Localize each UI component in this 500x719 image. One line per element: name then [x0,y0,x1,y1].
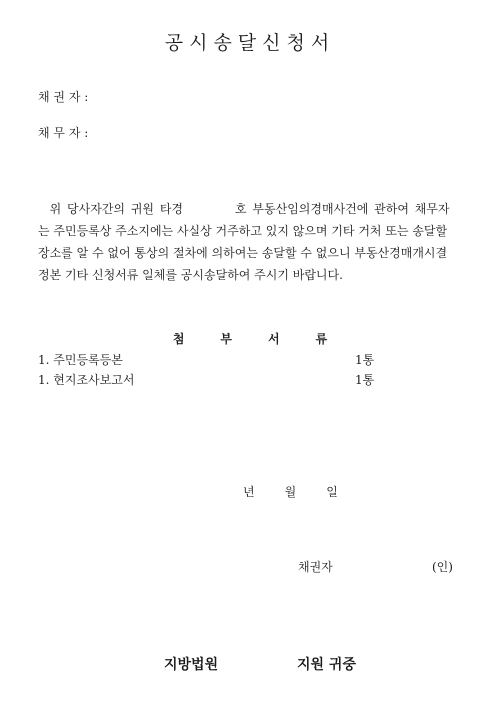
request-body [38,198,462,286]
attachments-heading [0,330,500,347]
date-year-label: 년 [243,485,255,499]
date-day-label: 일 [326,485,338,499]
attachments-heading-char-1: 첨 [172,332,185,346]
signature-label: 채권자 [298,560,333,574]
attachment-item-name: 1. 현지조사보고서 [38,373,135,387]
date-line [243,483,368,500]
body-line-3: 장소를 알 수 없어 통상의 절차에 의하여는 송달할 수 없으니 부동산경매개시결 [38,246,448,260]
seal-mark: (인) [432,560,453,574]
attachment-item-count: 1통 [355,353,375,367]
body-line-4: 정본 기타 신청서류 일체를 공시송달하여 주시기 바랍니다. [38,268,343,282]
attachment-item-name: 1. 주민등록등본 [38,353,123,367]
attachments-heading-char-4: 류 [315,332,328,346]
court-name: 지방법원 [164,657,219,673]
attachment-item-count: 1통 [355,373,375,387]
body-line-1-part-a: 위 당사자간의 귀원 타경 [49,202,184,216]
creditor-label: 채 권 자 : [38,90,89,104]
court-branch: 지원 귀중 [297,657,356,673]
date-month-label: 월 [284,485,297,499]
attachments-heading-char-3: 서 [268,332,280,346]
body-line-1 [38,198,462,220]
debtor-label: 채 무 자 : [38,126,89,140]
body-line-2: 는 주민등록상 주소지에는 사실상 거주하고 있지 않으며 기타 거처 또는 송달할 [38,224,448,238]
body-line-1-part-b: 호 부동산임의경매사건에 관하여 채무자 [235,202,450,216]
attachments-heading-char-2: 부 [220,332,232,346]
document-title: 공시송달신청서 [164,32,336,54]
